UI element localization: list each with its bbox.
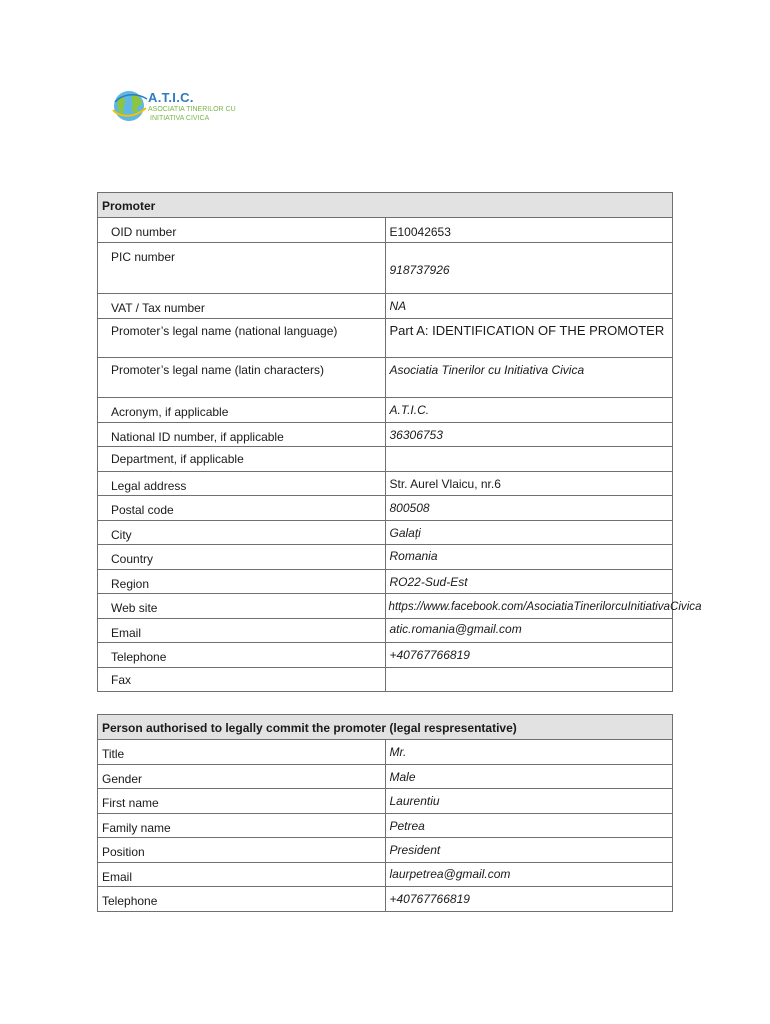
vat-number-label: VAT / Tax number: [98, 294, 386, 319]
logo-subtitle-line1: ASOCIATIA TINERILOR CU: [148, 106, 236, 113]
department-value: [385, 447, 673, 472]
oid-number-value: E10042653: [385, 218, 673, 243]
postal-code-label: Postal code: [98, 496, 386, 521]
logo-subtitle: [148, 105, 236, 123]
legal-rep-header: Person authorised to legally commit the promoter (legal respresentative): [98, 715, 673, 740]
legal-representative-table: [97, 714, 673, 912]
position-value: President: [385, 838, 673, 863]
telephone-label: Telephone: [98, 643, 386, 668]
acronym-label: Acronym, if applicable: [98, 398, 386, 423]
region-value: RO22-Sud-Est: [385, 570, 673, 594]
website-label: Web site: [98, 594, 386, 619]
city-value: Galați: [385, 521, 673, 545]
region-label: Region: [98, 570, 386, 594]
title-value: Mr.: [385, 740, 673, 765]
department-label: Department, if applicable: [98, 447, 386, 472]
vat-number-value: NA: [385, 294, 673, 319]
email-link[interactable]: atic.romania@gmail.com: [385, 619, 673, 643]
rep-telephone-value: +40767766819: [385, 887, 673, 912]
promoter-header: Promoter: [98, 193, 673, 218]
first-name-label: First name: [98, 789, 386, 814]
first-name-value: Laurentiu: [385, 789, 673, 814]
legal-address-value: Str. Aurel Vlaicu, nr.6: [385, 472, 673, 496]
promoter-table: [97, 192, 702, 692]
gender-value: Male: [385, 765, 673, 789]
globe-logo-icon: [110, 86, 150, 126]
logo-title: A.T.I.C.: [148, 90, 194, 105]
family-name-value: Petrea: [385, 814, 673, 838]
country-value: Romania: [385, 545, 673, 570]
email-label: Email: [98, 619, 386, 643]
family-name-label: Family name: [98, 814, 386, 838]
position-label: Position: [98, 838, 386, 863]
acronym-value: A.T.I.C.: [385, 398, 673, 423]
city-label: City: [98, 521, 386, 545]
national-id-label: National ID number, if applicable: [98, 423, 386, 447]
country-label: Country: [98, 545, 386, 570]
legal-name-latin-label: Promoter’s legal name (latin characters): [98, 358, 386, 398]
rep-telephone-label: Telephone: [98, 887, 386, 912]
legal-name-national-label: Promoter’s legal name (national language): [98, 319, 386, 358]
telephone-value: +40767766819: [385, 643, 673, 668]
oid-number-label: OID number: [98, 218, 386, 243]
fax-value: [385, 668, 673, 692]
national-id-value: 36306753: [385, 423, 673, 447]
legal-name-national-value: Part A: IDENTIFICATION OF THE PROMOTER: [385, 319, 673, 358]
fax-label: Fax: [98, 668, 386, 692]
legal-address-label: Legal address: [98, 472, 386, 496]
atic-logo: [110, 86, 250, 126]
rep-email-link[interactable]: laurpetrea@gmail.com: [385, 863, 673, 887]
website-link[interactable]: https://www.facebook.com/AsociatiaTinerilorcuInitiativaCivica: [385, 594, 673, 619]
legal-name-latin-value: Asociatia Tinerilor cu Initiativa Civica: [385, 358, 673, 398]
title-label: Title: [98, 740, 386, 765]
pic-number-value: 918737926: [385, 243, 673, 294]
postal-code-value: 800508: [385, 496, 673, 521]
rep-email-label: Email: [98, 863, 386, 887]
logo-subtitle-line2: INITIATIVA CIVICA: [150, 115, 210, 122]
pic-number-label: PIC number: [98, 243, 386, 294]
gender-label: Gender: [98, 765, 386, 789]
